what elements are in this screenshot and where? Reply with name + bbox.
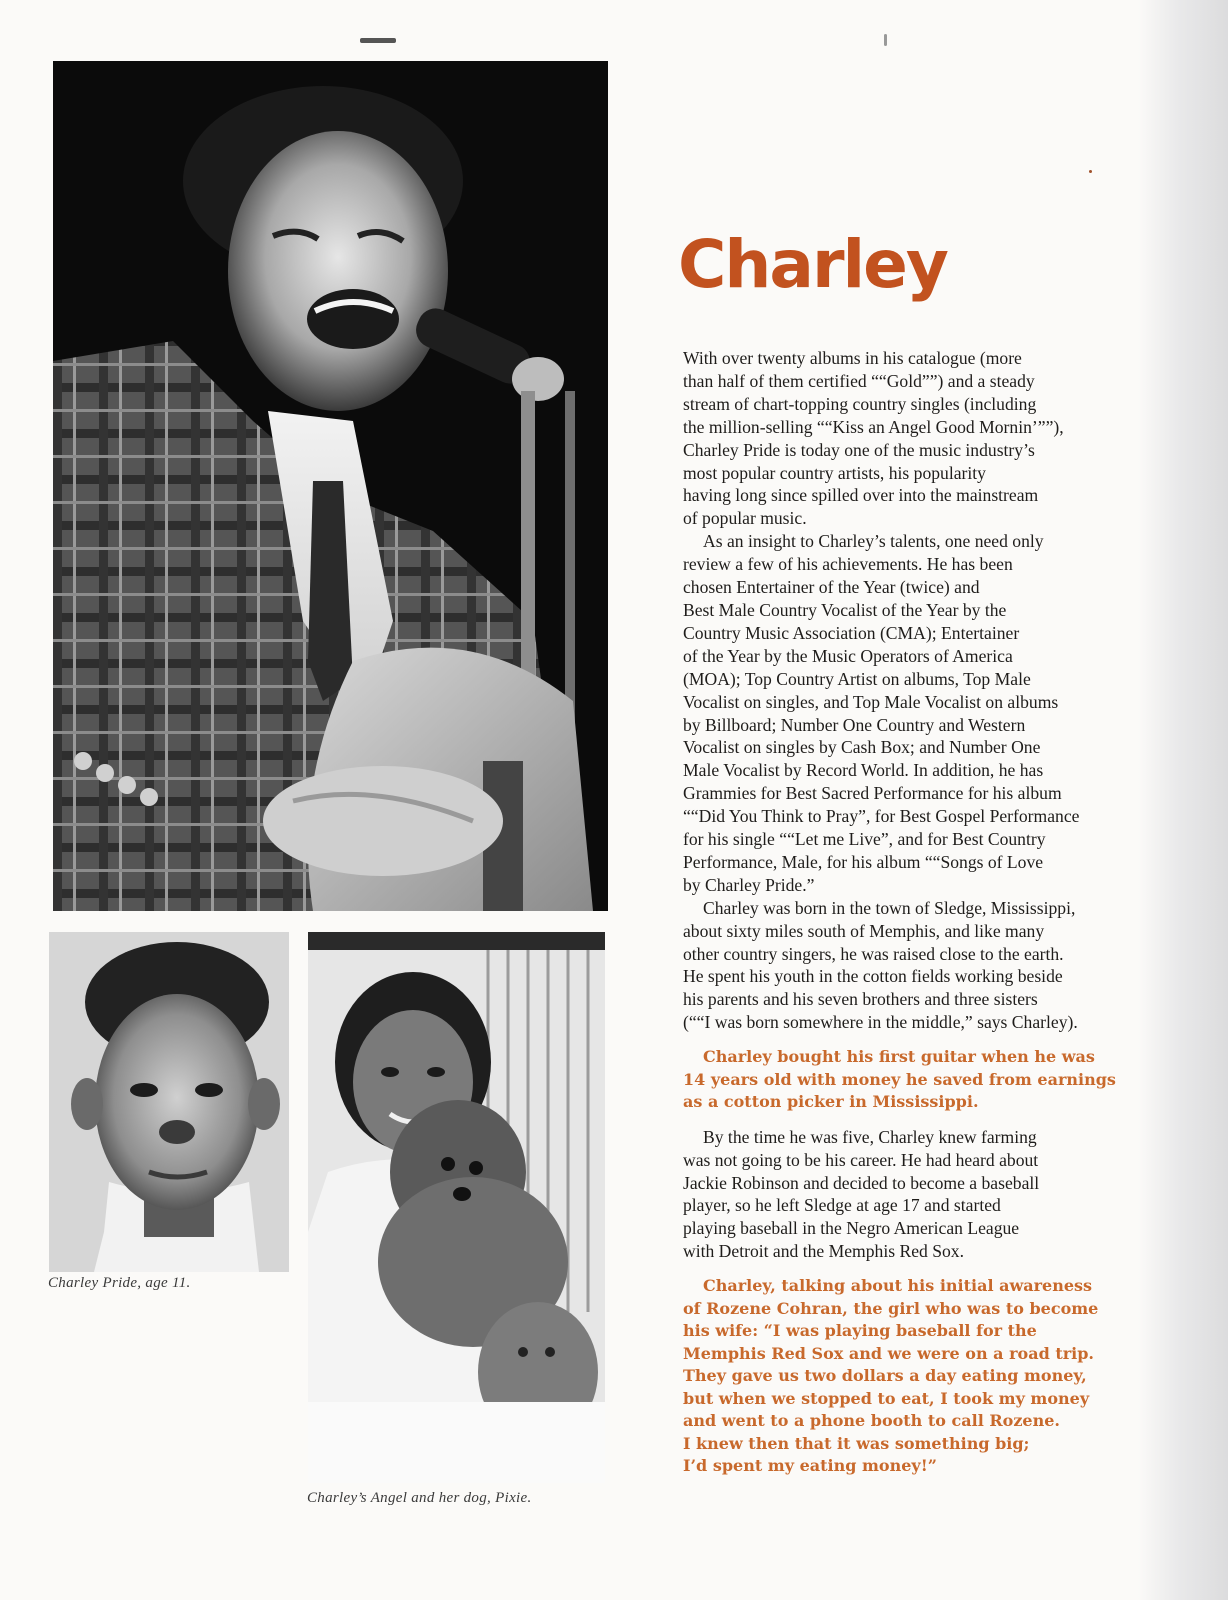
photo-charley-age-11 [49, 932, 289, 1272]
text-line: By the time he was five, Charley knew farming [703, 1126, 1037, 1147]
text-line: They gave us two dollars a day eating money, [683, 1366, 1087, 1386]
print-speck [884, 34, 887, 46]
photo-angel-and-dog [308, 932, 605, 1483]
text-line: (MOA); Top Country Artist on albums, Top Male [683, 668, 1031, 689]
text-line: ““Did You Think to Pray”, for Best Gospel Performance [683, 806, 1080, 827]
text-line: Memphis Red Sox and we were on a road trip. [683, 1343, 1094, 1363]
text-line: Male Vocalist by Record World. In addition, he has [683, 760, 1044, 781]
text-line: (““I was born somewhere in the middle,” says Charley). [683, 1012, 1078, 1033]
text-line: With over twenty albums in his catalogue (more [683, 348, 1022, 368]
text-line: Vocalist on singles by Cash Box; and Number One [683, 737, 1041, 758]
text-line: of popular music. [683, 508, 807, 529]
main-photo-performance [53, 61, 608, 911]
text-line: his wife: “I was playing baseball for the [683, 1321, 1037, 1341]
text-line: Charley Pride is today one of the music industry’s [683, 439, 1035, 460]
text-line: but when we stopped to eat, I took my money [683, 1388, 1090, 1408]
article-title: Charley [678, 226, 947, 303]
text-line: Performance, Male, for his album ““Songs of Love [683, 851, 1044, 872]
pull-quote [683, 1046, 1145, 1114]
text-line: of Rozene Cohran, the girl who was to become [683, 1298, 1099, 1318]
caption-charley-age-11: Charley Pride, age 11. [48, 1275, 191, 1291]
text-line: the million-selling ““Kiss an Angel Good Mornin’””), [683, 416, 1064, 437]
text-line: of the Year by the Music Operators of America [683, 645, 1013, 666]
text-line: about sixty miles south of Memphis, and like many [683, 920, 1045, 941]
text-line: player, so he left Sledge at age 17 and started [683, 1195, 1001, 1216]
text-line: chosen Entertainer of the Year (twice) and [683, 577, 980, 598]
text-line: than half of them certified ““Gold””) and a steady [683, 370, 1035, 391]
text-line: I’d spent my eating money!” [683, 1456, 937, 1476]
text-line: with Detroit and the Memphis Red Sox. [683, 1241, 964, 1262]
text-line: by Charley Pride.” [683, 874, 815, 895]
text-line: Vocalist on singles, and Top Male Vocalist on albums [683, 691, 1059, 712]
text-line: was not going to be his career. He had heard about [683, 1149, 1039, 1170]
text-line: his parents and his seven brothers and three sisters [683, 989, 1038, 1010]
text-line: other country singers, he was raised close to the earth. [683, 943, 1064, 964]
text-line: having long since spilled over into the mainstream [683, 485, 1039, 506]
text-line: playing baseball in the Negro American League [683, 1218, 1020, 1239]
text-line: I knew then that it was something big; [683, 1433, 1030, 1453]
body-paragraph [683, 530, 1145, 897]
text-line: and went to a phone booth to call Rozene. [683, 1411, 1060, 1431]
text-line: Best Male Country Vocalist of the Year by the [683, 599, 1007, 620]
caption-angel-and-dog: Charley’s Angel and her dog, Pixie. [307, 1490, 532, 1506]
text-line: for his single ““Let me Live”, and for Best Country [683, 829, 1046, 850]
page-edge-shadow [1138, 0, 1228, 1600]
body-paragraph [683, 897, 1145, 1034]
text-line: Charley was born in the town of Sledge, Mississippi, [703, 897, 1076, 918]
text-line: most popular country artists, his popularity [683, 462, 986, 483]
text-line: 14 years old with money he saved from earnings [683, 1069, 1116, 1089]
text-line: He spent his youth in the cotton fields working beside [683, 966, 1063, 987]
text-line: Grammies for Best Sacred Performance for his album [683, 783, 1062, 804]
text-line: Jackie Robinson and decided to become a baseball [683, 1172, 1040, 1193]
print-speck [360, 38, 396, 43]
pull-quote [683, 1275, 1145, 1478]
text-line: Charley, talking about his initial awareness [703, 1276, 1093, 1296]
text-line: by Billboard; Number One Country and Western [683, 714, 1026, 735]
body-paragraph [683, 1126, 1145, 1263]
text-line: Charley bought his first guitar when he was [703, 1047, 1095, 1067]
article-body [683, 347, 1145, 1478]
text-line: review a few of his achievements. He has been [683, 554, 1013, 575]
print-speck [1089, 170, 1092, 173]
text-line: as a cotton picker in Mississippi. [683, 1092, 979, 1112]
body-paragraph [683, 347, 1145, 530]
text-line: stream of chart-topping country singles (including [683, 393, 1037, 414]
text-line: As an insight to Charley’s talents, one need only [703, 531, 1044, 552]
text-line: Country Music Association (CMA); Entertainer [683, 622, 1020, 643]
